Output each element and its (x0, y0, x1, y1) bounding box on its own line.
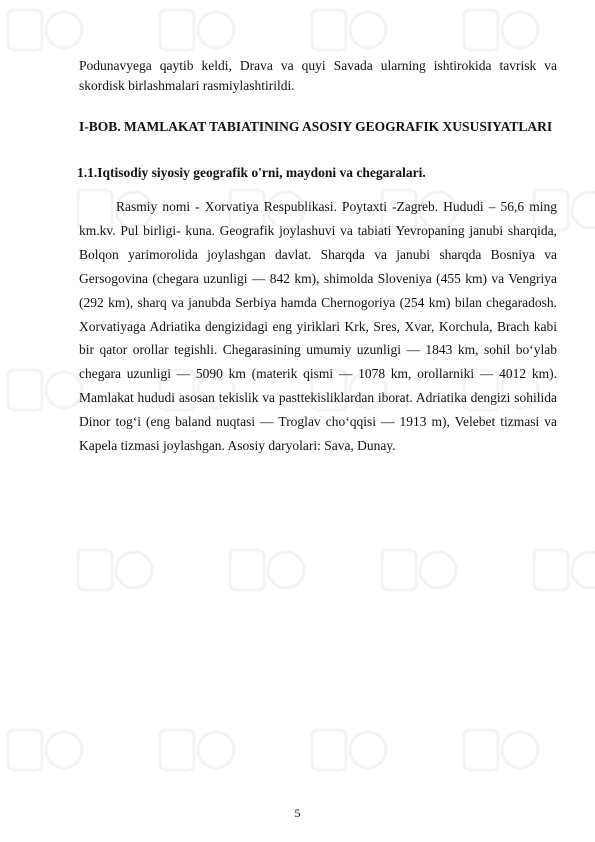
watermark-shape (8, 370, 42, 410)
watermark-shape (46, 732, 82, 768)
page-number: 5 (294, 806, 301, 820)
watermark-shape (230, 550, 264, 590)
watermark-shape (464, 10, 498, 50)
watermark-shape (382, 550, 416, 590)
watermark-shape (268, 552, 304, 588)
chapter-heading: I-BOB. MAMLAKAT TABIATINING ASOSIY GEOGRAFIK XUSUSIYATLARI (79, 119, 553, 134)
watermark-shape (572, 552, 595, 588)
watermark-shape (198, 12, 234, 48)
watermark-shape (312, 730, 346, 770)
watermark-shape (464, 730, 498, 770)
body-paragraph: Rasmiy nomi - Xorvatiya Respublikasi. Poytaxti -Zagreb. Hududi – 56,6 ming km.kv. Pul birligi- kuna. Geografik joylashuvi va tabiati Yevropaning janubi sharqida, Bolqon yarimorolida joylashgan davlat. Sharqda va janubi sharqda Bosniya va Gersogovina (chegara uzunligi — 842 km), shimolda Sloveniya (455 km) va Vengriya (292 km), sharq va janubda Serbiya hamda Chernogoriya (254 km) bilan chegaradosh. Xorvatiyaga Adriatika dengizidagi eng yiriklari Krk, Sres, Xvar, Korchula, Brach kabi bir qator orollar tegishli. Chegarasining umumiy uzunligi — 1843 km, sohil bo‘ylab chegara uzunligi — 5090 km (materik qismi — 1078 km, orollarniki — 4012 km). Mamlakat hududi asosan tekislik va pasttekisliklardan iborat. Adriatika dengizi sohilida Dinor tog‘i (eng baland nuqtasi — Troglav cho‘qqisi — 1913 m), Velebet tizmasi va Kapela tizmasi joylashgan. Asosiy daryolari: Sava, Dunay. (79, 199, 557, 454)
watermark-shape (46, 372, 82, 408)
section-heading: 1.1.Iqtisodiy siyosiy geografik o'rni, maydoni va chegaralari. (77, 165, 426, 180)
watermark-shape (160, 730, 194, 770)
watermark-shape (502, 12, 538, 48)
watermark-shape (198, 732, 234, 768)
watermark-shape (116, 552, 152, 588)
watermark-shape (502, 732, 538, 768)
watermark-shape (350, 732, 386, 768)
watermark-shape (8, 730, 42, 770)
watermark-shape (572, 192, 595, 228)
watermark-shape (46, 12, 82, 48)
watermark-shape (534, 550, 568, 590)
watermark-shape (160, 10, 194, 50)
watermark-shape (420, 552, 456, 588)
watermark-shape (8, 10, 42, 50)
watermark-shape (78, 550, 112, 590)
watermark-shape (312, 10, 346, 50)
intro-paragraph: Podunavyega qaytib keldi, Drava va quyi Savada ularning ishtirokida tavrisk va skordisk birlashmalari rasmiylashtirildi. (79, 58, 557, 93)
watermark-shape (350, 12, 386, 48)
